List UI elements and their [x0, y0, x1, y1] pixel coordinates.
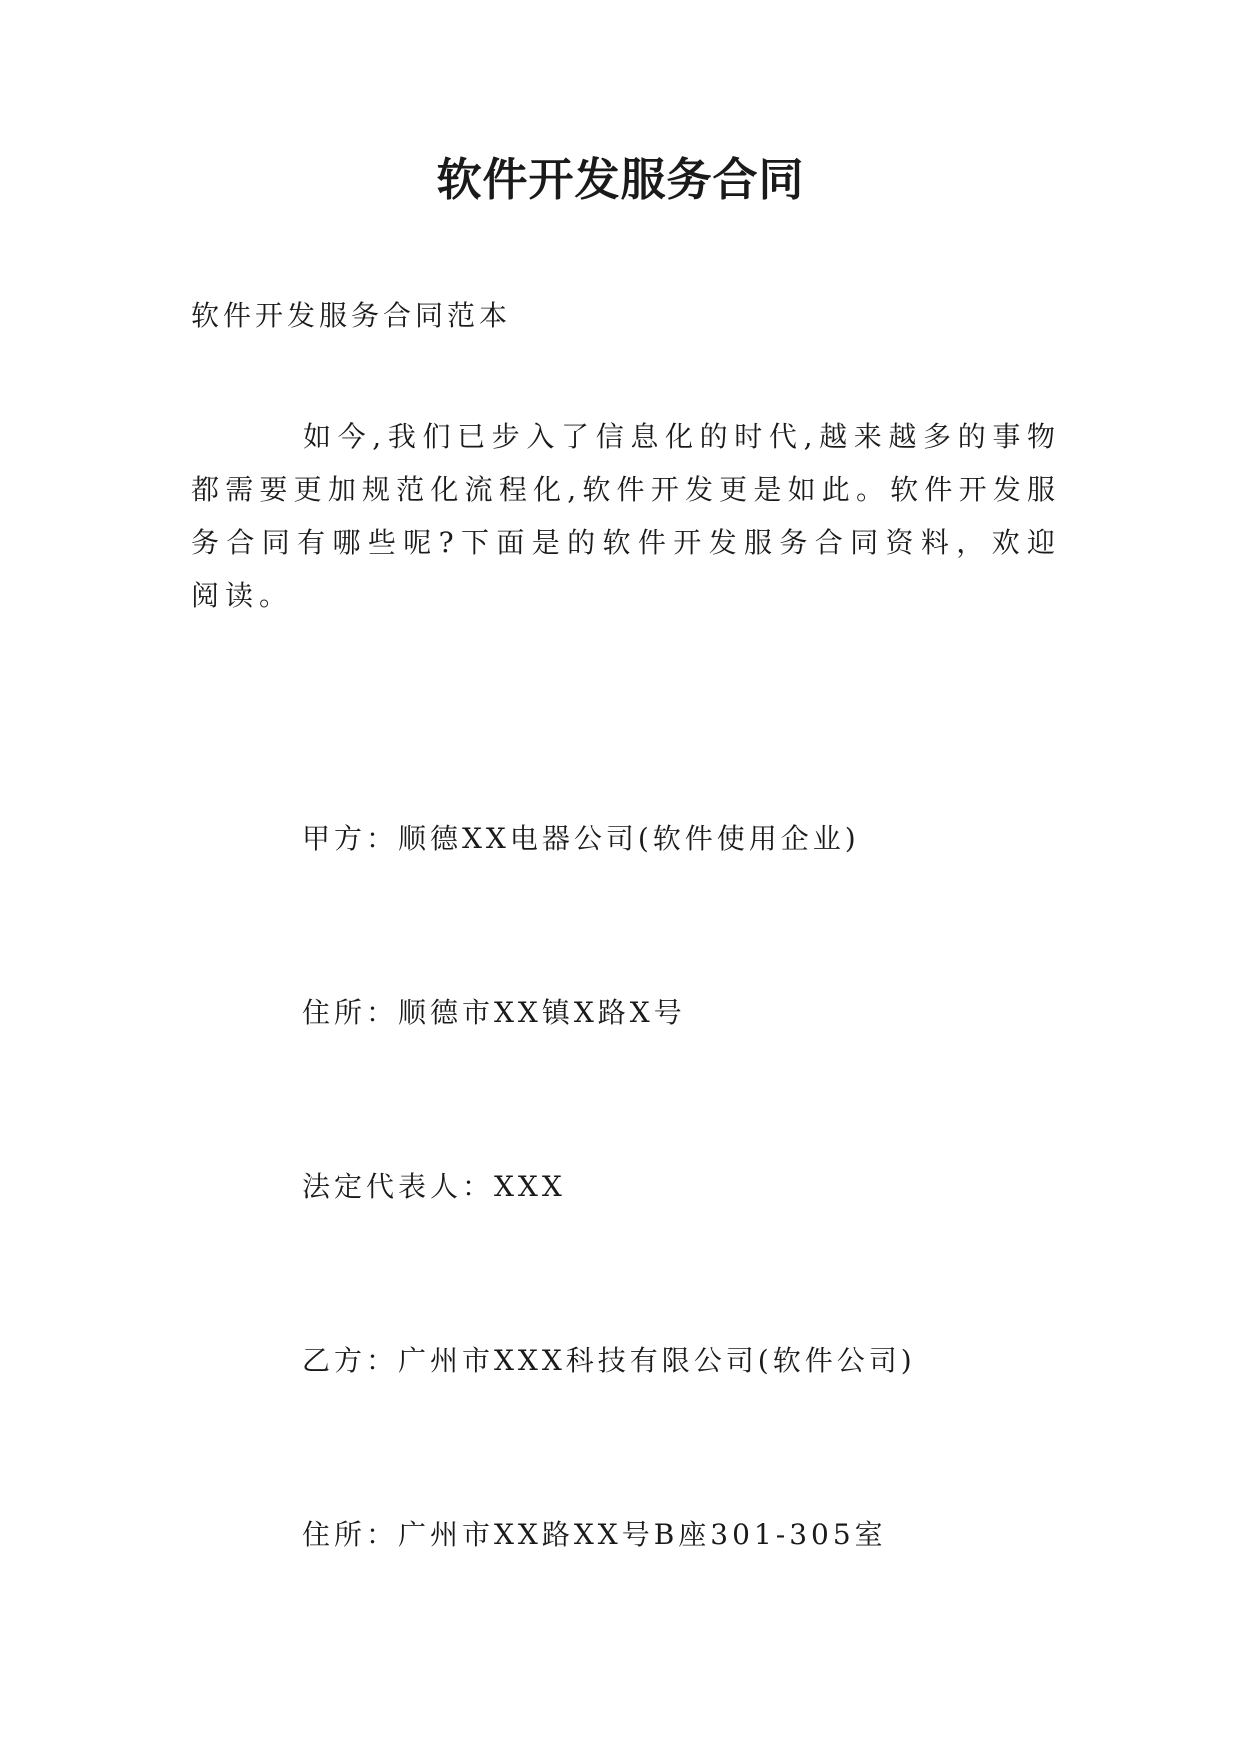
document-title: 软件开发服务合同: [436, 153, 805, 206]
party-a-address-line: 住所：顺德市XX镇X路X号: [302, 996, 686, 1029]
legal-representative-line: 法定代表人：XXX: [302, 1170, 566, 1203]
party-b-address-line: 住所：广州市XX路XX号B座301-305室: [302, 1518, 887, 1551]
intro-paragraph: 如今,我们已步入了信息化的时代,越来越多的事物都需要更加规范化流程化,软件开发更是如此。软件开发服务合同有哪些呢?下面是的软件开发服务合同资料，欢迎阅读。: [191, 420, 1061, 612]
document-subtitle: 软件开发服务合同范本: [191, 299, 512, 332]
party-b-line: 乙方：广州市XXX科技有限公司(软件公司): [302, 1344, 916, 1377]
party-a-line: 甲方：顺德XX电器公司(软件使用企业): [302, 822, 860, 855]
